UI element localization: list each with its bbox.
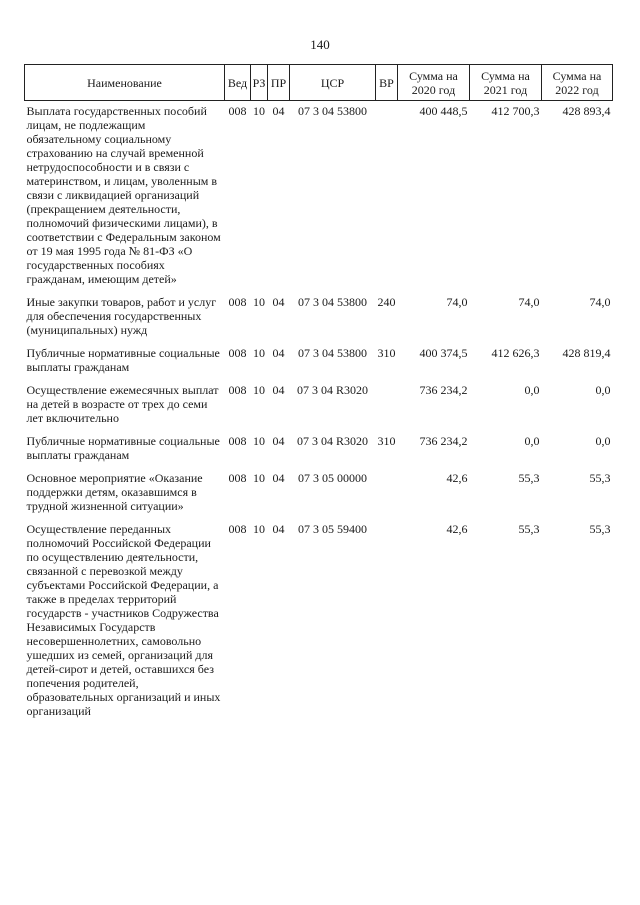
row-pr: 04 [272, 104, 285, 118]
row-rz: 10 [253, 522, 265, 536]
budget-table [24, 64, 613, 724]
row-csr: 07 3 05 59400 [298, 522, 367, 536]
row-sum-2022: 0,0 [595, 434, 611, 448]
row-name: Публичные нормативные социальные выплаты гражданам [26, 434, 220, 462]
table-row [25, 519, 613, 724]
row-name: Выплата государственных пособий лицам, не подлежащим обязательному социальному страхованию на случай временной нетрудоспособности и в связи с материнством, и лицам, уволенным в связи с ликвидацией организаций (прекращением деятельности, полномочий физическими лицами), в соответствии с Федеральным законом от 19 мая 1995 года № 81-ФЗ «О государственных пособиях гражданам, имеющим детей» [26, 104, 221, 286]
table-row [25, 292, 613, 343]
row-vr [376, 380, 398, 431]
row-ved: 008 [228, 295, 247, 309]
row-vr: 310 [377, 346, 396, 360]
header-sum-2022: Сумма на 2022 год [542, 65, 613, 101]
header-rz: РЗ [251, 65, 268, 101]
row-pr: 04 [272, 522, 285, 536]
header-csr: ЦСР [290, 65, 376, 101]
row-vr [376, 101, 398, 293]
row-sum-2020: 74,0 [446, 295, 468, 309]
row-vr: 310 [377, 434, 396, 448]
page-number: 140 [310, 37, 330, 52]
row-sum-2022: 74,0 [589, 295, 611, 309]
row-name: Осуществление ежемесячных выплат на детей в возрасте от трех до семи лет включительно [26, 383, 219, 425]
row-pr: 04 [272, 434, 285, 448]
row-sum-2021: 0,0 [524, 434, 540, 448]
row-sum-2020: 736 234,2 [419, 383, 468, 397]
row-sum-2020: 42,6 [446, 522, 468, 536]
table-row [25, 380, 613, 431]
row-pr: 04 [272, 471, 285, 485]
row-rz: 10 [253, 104, 265, 118]
row-csr: 07 3 04 R3020 [296, 434, 368, 448]
row-rz: 10 [253, 471, 265, 485]
row-sum-2022: 55,3 [589, 471, 611, 485]
header-name: Наименование [25, 65, 225, 101]
row-csr: 07 3 04 53800 [298, 295, 367, 309]
row-sum-2022: 428 893,4 [562, 104, 611, 118]
row-name: Основное мероприятие «Оказание поддержки детям, оказавшимся в трудной жизненной ситуации» [26, 471, 203, 513]
row-sum-2020: 736 234,2 [419, 434, 468, 448]
row-ved: 008 [228, 471, 247, 485]
row-pr: 04 [272, 383, 285, 397]
table-row [25, 101, 613, 293]
row-rz: 10 [253, 295, 265, 309]
row-sum-2020: 400 374,5 [419, 346, 468, 360]
header-sum-2020: Сумма на 2020 год [398, 65, 470, 101]
row-csr: 07 3 05 00000 [298, 471, 367, 485]
row-sum-2021: 412 700,3 [491, 104, 540, 118]
row-sum-2020: 400 448,5 [419, 104, 468, 118]
row-sum-2020: 42,6 [446, 471, 468, 485]
row-csr: 07 3 04 53800 [298, 104, 367, 118]
row-vr: 240 [377, 295, 396, 309]
header-sum-2021: Сумма на 2021 год [470, 65, 542, 101]
header-ved: Вед [225, 65, 251, 101]
row-sum-2021: 55,3 [518, 471, 540, 485]
table-row [25, 468, 613, 519]
row-sum-2021: 74,0 [518, 295, 540, 309]
row-rz: 10 [253, 346, 265, 360]
row-ved: 008 [228, 434, 247, 448]
row-pr: 04 [272, 295, 285, 309]
row-csr: 07 3 04 R3020 [296, 383, 368, 397]
row-vr [376, 468, 398, 519]
row-name: Публичные нормативные социальные выплаты гражданам [26, 346, 220, 374]
row-sum-2021: 412 626,3 [491, 346, 540, 360]
row-ved: 008 [228, 104, 247, 118]
row-ved: 008 [228, 346, 247, 360]
row-sum-2021: 55,3 [518, 522, 540, 536]
row-name: Иные закупки товаров, работ и услуг для обеспечения государственных (муниципальных) нужд [26, 295, 217, 337]
header-pr: ПР [268, 65, 290, 101]
table-row [25, 431, 613, 468]
row-rz: 10 [253, 383, 265, 397]
row-sum-2022: 55,3 [589, 522, 611, 536]
row-ved: 008 [228, 522, 247, 536]
row-vr [376, 519, 398, 724]
table-row [25, 343, 613, 380]
header-vr: ВР [376, 65, 398, 101]
row-csr: 07 3 04 53800 [298, 346, 367, 360]
row-name: Осуществление переданных полномочий Российской Федерации по осуществлению деятельности, связанной с перевозкой между субъектами Российской Федерации, а также в пределах территорий государств - участников Содружества Независимых Государств несовершеннолетних, самовольно ушедших из семей, организаций для детей-сирот и детей, оставшихся без попечения родителей, образовательных организаций и иных организаций [26, 522, 221, 718]
row-ved: 008 [228, 383, 247, 397]
row-sum-2022: 0,0 [595, 383, 611, 397]
row-rz: 10 [253, 434, 265, 448]
row-pr: 04 [272, 346, 285, 360]
table-header-row [25, 65, 613, 101]
row-sum-2021: 0,0 [524, 383, 540, 397]
row-sum-2022: 428 819,4 [562, 346, 611, 360]
